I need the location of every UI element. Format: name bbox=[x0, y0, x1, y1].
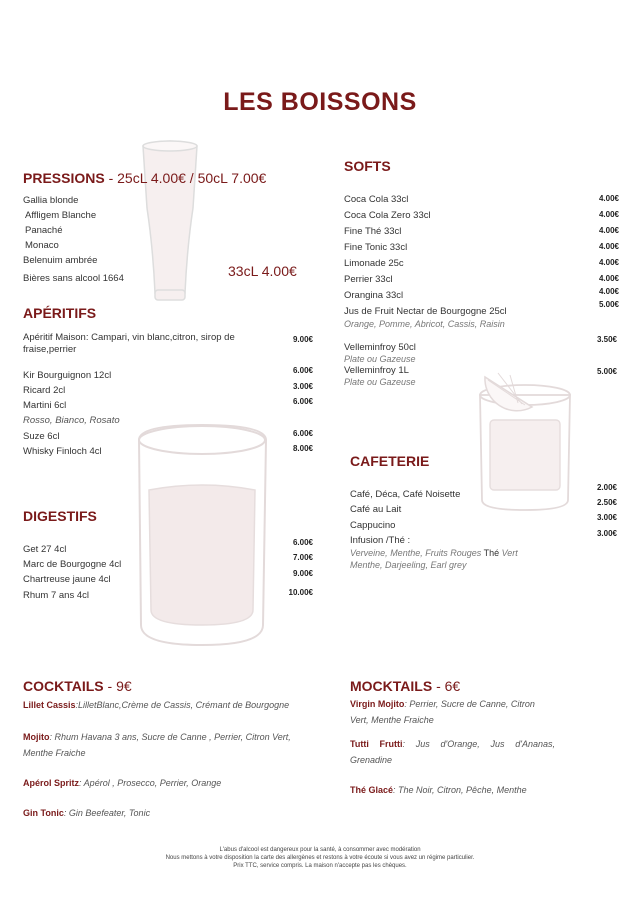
cocktail-item bbox=[23, 729, 313, 761]
cocktail-desc: : Gin Beefeater, Tonic bbox=[63, 808, 151, 818]
cocktail-desc: :LilletBlanc,Crème de Cassis, Crémant de Bourgogne bbox=[75, 700, 290, 710]
cocktails-header bbox=[23, 678, 132, 696]
pressions-item: Belenuim ambrée bbox=[23, 255, 98, 266]
mocktails-header bbox=[350, 678, 460, 696]
soft-item bbox=[344, 209, 619, 223]
cocktail-name: Lillet Cassis bbox=[23, 700, 76, 710]
soft-item bbox=[344, 289, 619, 303]
cocktail-glass-illustration bbox=[470, 355, 580, 515]
aperitif-price: 6.00€ bbox=[292, 366, 313, 375]
cafe-item: Cappucino bbox=[350, 520, 396, 531]
soft-price: 4.00€ bbox=[598, 194, 619, 203]
mocktail-desc: : The Noir, Citron, Pêche, Menthe bbox=[393, 785, 527, 795]
digestif-price: 10.00€ bbox=[288, 588, 313, 597]
soft-label: Limonade 25c bbox=[344, 258, 404, 269]
mocktail-desc: : Jus d'Orange, Jus d'Ananas, Grenadine bbox=[350, 739, 555, 765]
juice-flavours: Orange, Pomme, Abricot, Cassis, Raisin bbox=[344, 319, 505, 329]
cocktail-name: Gin Tonic bbox=[23, 808, 64, 818]
water-price: 3.50€ bbox=[596, 335, 617, 344]
soft-price: 5.00€ bbox=[598, 300, 619, 309]
aperitif-item: Suze 6cl bbox=[23, 431, 60, 442]
cocktail-desc: : Apérol , Prosecco, Perrier, Orange bbox=[79, 778, 222, 788]
soft-price: 4.00€ bbox=[598, 242, 619, 251]
water-note: Plate ou Gazeuse bbox=[344, 377, 416, 387]
aperitif-item: Martini 6cl bbox=[23, 400, 67, 411]
digestif-item: Chartreuse jaune 4cl bbox=[23, 574, 111, 585]
cocktails-heading: COCKTAILS bbox=[23, 678, 104, 694]
mocktail-desc: : Perrier, Sucre de Canne, Citron Vert, Menthe Fraiche bbox=[350, 699, 535, 725]
soft-item bbox=[344, 300, 619, 319]
pressions-item: Bières sans alcool 1664 bbox=[23, 273, 124, 284]
mocktail-item bbox=[350, 736, 555, 768]
aperitif-price: 8.00€ bbox=[292, 444, 313, 453]
pressions-heading: PRESSIONS bbox=[23, 170, 105, 186]
cafe-item: Café au Lait bbox=[350, 504, 402, 515]
aperitif-item: Ricard 2cl bbox=[23, 385, 66, 396]
footer-notice bbox=[0, 846, 640, 870]
mocktail-name: Virgin Mojito bbox=[350, 699, 405, 709]
water-item: Velleminfroy 1L bbox=[344, 365, 409, 376]
digestif-price: 9.00€ bbox=[292, 569, 313, 578]
mocktails-heading: MOCKTAILS bbox=[350, 678, 433, 694]
pressions-item: Affligem Blanche bbox=[25, 210, 97, 221]
softs-list bbox=[344, 193, 619, 329]
aperitif-item: Kir Bourguignon 12cl bbox=[23, 370, 112, 381]
aperitif-price: 6.00€ bbox=[292, 429, 313, 438]
infusion-list: Verveine, Menthe, Fruits Rouges bbox=[350, 548, 482, 558]
cocktail-name: Mojito bbox=[23, 732, 50, 742]
digestif-price: 7.00€ bbox=[292, 553, 313, 562]
softs-heading: SOFTS bbox=[344, 158, 391, 174]
soft-label: Coca Cola 33cl bbox=[344, 194, 409, 205]
cafe-item: Café, Déca, Café Noisette bbox=[350, 489, 461, 500]
cocktails-price: - 9€ bbox=[103, 678, 132, 694]
soft-label: Fine Tonic 33cl bbox=[344, 242, 408, 253]
pressions-item: Gallia blonde bbox=[23, 195, 79, 206]
soft-price: 4.00€ bbox=[598, 210, 619, 219]
infusion-varieties bbox=[350, 548, 518, 558]
aperitif-item: Rosso, Bianco, Rosato bbox=[23, 415, 120, 426]
aperitif-price: 3.00€ bbox=[292, 382, 313, 391]
cocktail-name: Apérol Spritz bbox=[23, 778, 80, 788]
cafe-price: 2.00€ bbox=[596, 483, 617, 492]
soft-label: Coca Cola Zero 33cl bbox=[344, 210, 431, 221]
cocktail-item bbox=[23, 697, 313, 713]
cafeterie-heading: CAFETERIE bbox=[350, 453, 430, 469]
cocktail-item bbox=[23, 775, 313, 791]
soft-price: 4.00€ bbox=[598, 226, 619, 235]
the-varieties: Menthe, Darjeeling, Earl grey bbox=[350, 560, 467, 570]
soft-price: 4.00€ bbox=[598, 287, 619, 296]
the-vert: Vert bbox=[499, 548, 518, 558]
soft-item bbox=[344, 273, 619, 287]
water-price: 5.00€ bbox=[596, 367, 617, 376]
pressions-header bbox=[23, 170, 266, 188]
cafe-price: 2.50€ bbox=[596, 498, 617, 507]
soft-label: Perrier 33cl bbox=[344, 274, 393, 285]
whisky-glass-illustration bbox=[135, 420, 270, 650]
mocktail-name: Tutti Frutti bbox=[350, 739, 403, 749]
soft-item bbox=[344, 257, 619, 271]
pressions-item: Panaché bbox=[25, 225, 63, 236]
footer-line: Prix TTC, service compris. La maison n'accepte pas les chèques. bbox=[233, 863, 407, 869]
pressions-prices: - 25cL 4.00€ / 50cL 7.00€ bbox=[104, 170, 267, 186]
cafe-price: 3.00€ bbox=[596, 513, 617, 522]
soft-label: Orangina 33cl bbox=[344, 290, 404, 301]
soft-label: Fine Thé 33cl bbox=[344, 226, 402, 237]
digestif-item: Rhum 7 ans 4cl bbox=[23, 590, 90, 601]
pressions-item: Monaco bbox=[25, 240, 59, 251]
soft-price: 4.00€ bbox=[598, 258, 619, 267]
soft-label: Jus de Fruit Nectar de Bourgogne 25cl bbox=[344, 306, 507, 317]
aperitif-price: 9.00€ bbox=[292, 335, 313, 344]
digestif-item: Marc de Bourgogne 4cl bbox=[23, 559, 122, 570]
pressions-33cl-price: 33cL 4.00€ bbox=[228, 263, 297, 279]
mocktail-item bbox=[350, 696, 555, 728]
aperitifs-heading: APÉRITIFS bbox=[23, 305, 97, 321]
soft-item bbox=[344, 193, 619, 207]
the-label: Thé bbox=[481, 548, 500, 558]
digestif-item: Get 27 4cl bbox=[23, 544, 67, 555]
aperitif-item: Apéritif Maison: Campari, vin blanc,citron, sirop de fraise,perrier bbox=[23, 332, 235, 355]
cocktail-desc: : Rhum Havana 3 ans, Sucre de Canne , Perrier, Citron Vert, Menthe Fraiche bbox=[23, 732, 291, 758]
mocktail-item bbox=[350, 782, 610, 798]
footer-line: Nous mettons à votre disposition la carte des allergènes et restons à votre écoute si vous avez un régime particulier. bbox=[165, 855, 475, 861]
water-item: Velleminfroy 50cl bbox=[344, 342, 416, 353]
cocktail-item bbox=[23, 805, 313, 821]
digestif-price: 6.00€ bbox=[292, 538, 313, 547]
aperitif-price: 6.00€ bbox=[292, 397, 313, 406]
aperitif-item: Whisky Finloch 4cl bbox=[23, 446, 102, 457]
digestifs-heading: DIGESTIFS bbox=[23, 508, 97, 524]
cafe-item: Infusion /Thé : bbox=[350, 535, 411, 546]
footer-line: L'abus d'alcool est dangereux pour la santé, à consommer avec modération bbox=[219, 847, 421, 853]
page-title: LES BOISSONS bbox=[223, 88, 417, 116]
mocktails-price: - 6€ bbox=[432, 678, 461, 694]
soft-price: 4.00€ bbox=[598, 274, 619, 283]
cafe-price: 3.00€ bbox=[596, 529, 617, 538]
mocktail-name: Thé Glacé bbox=[350, 785, 394, 795]
soft-item bbox=[344, 225, 619, 239]
soft-item bbox=[344, 241, 619, 255]
water-note: Plate ou Gazeuse bbox=[344, 354, 416, 364]
